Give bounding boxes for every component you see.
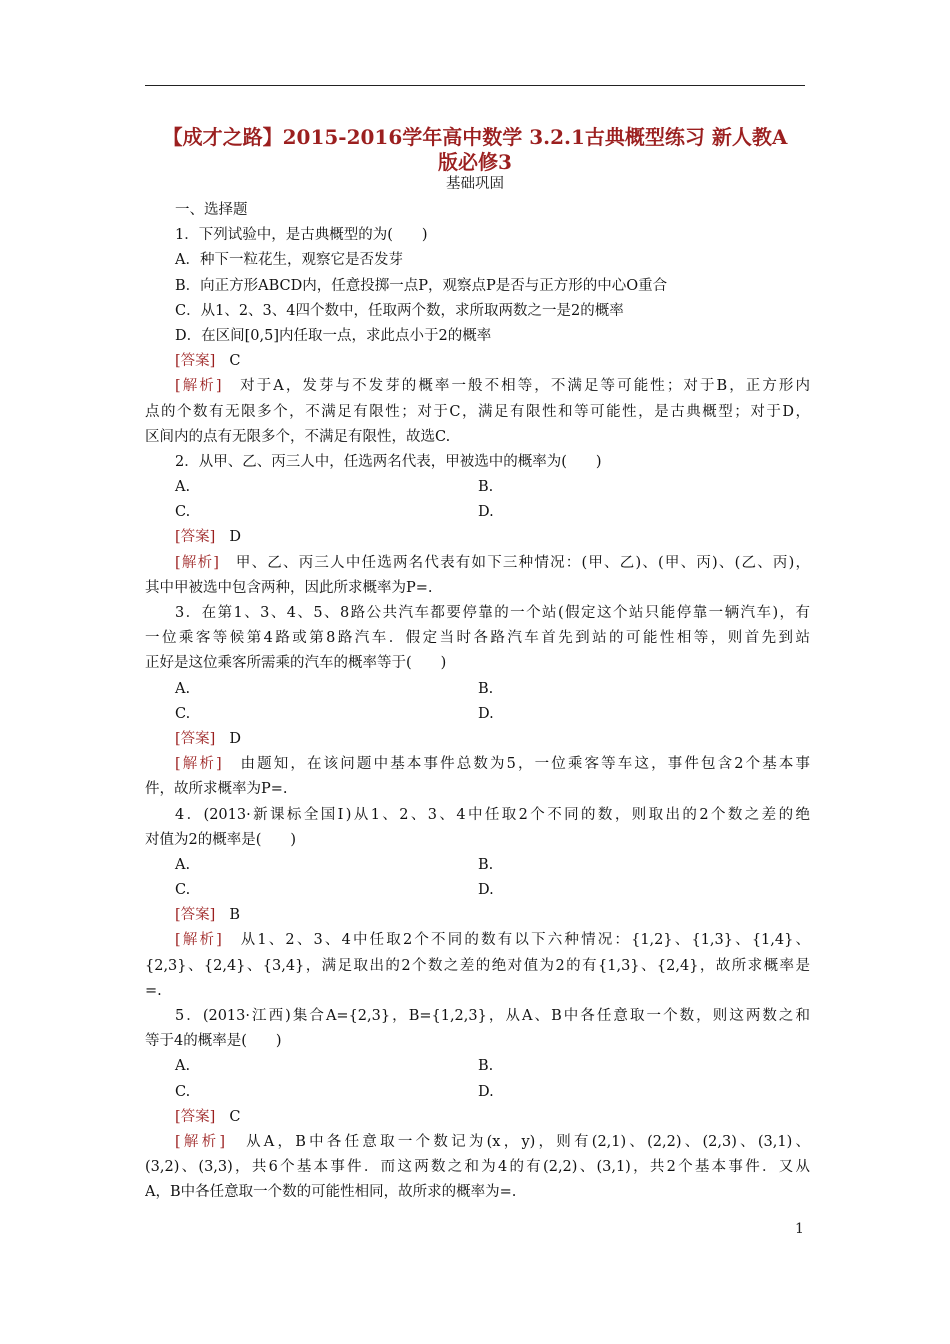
question-4-options-row2 (145, 878, 810, 903)
question-5-answer (145, 1105, 810, 1130)
question-1-answer (145, 349, 810, 374)
question-1-analysis-line3: 区间内的点有无限多个，不满足有限性，故选C. (145, 428, 451, 445)
question-4-options-row1 (145, 853, 810, 878)
question-4-stem-line2: 对值为2的概率是( ) (145, 831, 297, 848)
analysis-text: 从1、2、3、4中任取2个不同的数有以下六种情况：{1,2}、{1,3}、{1,4}、 (240, 932, 810, 949)
answer-value: C (229, 353, 241, 370)
answer-value: D (229, 730, 241, 747)
question-1-option-a: A．种下一粒花生，观察它是否发芽 (175, 252, 403, 269)
option-b: B. (478, 856, 494, 873)
question-2-analysis-line2: 其中甲被选中包含两种，因此所求概率为P=. (145, 579, 433, 596)
question-2-stem: 2．从甲、乙、丙三人中，任选两名代表，甲被选中的概率为( ) (175, 453, 602, 470)
option-a: A. (175, 680, 191, 697)
question-1-option-b: B．向正方形ABCD内，任意投掷一点P，观察点P是否与正方形的中心O重合 (175, 277, 668, 294)
option-a: A. (175, 856, 191, 873)
answer-tag: [答案] (175, 353, 216, 370)
question-3-options-row1 (145, 677, 810, 702)
question-4-answer (145, 903, 810, 928)
question-5-stem-line2: 等于4的概率是( ) (145, 1033, 282, 1050)
question-5-analysis-line2: (3,2)、(3,3)，共6个基本事件．而这两数之和为4的有(2,2)、(3,1)，共2个基本事件．又从 (145, 1159, 810, 1176)
answer-value: D (229, 529, 241, 546)
option-c: C. (175, 705, 191, 722)
answer-tag: [答案] (175, 1108, 216, 1125)
analysis-text: 对于A，发芽与不发芽的概率一般不相等，不满足等可能性；对于B，正方形内 (240, 378, 810, 395)
analysis-tag: [解析] (175, 378, 222, 395)
answer-value: C (229, 1108, 241, 1125)
question-4-analysis-line1 (145, 928, 810, 953)
page-number: 1 (795, 1221, 804, 1237)
option-b: B. (478, 680, 494, 697)
section-subtitle: 基础巩固 (446, 176, 504, 192)
header-rule (145, 85, 805, 86)
question-3-options-row2 (145, 702, 810, 727)
option-c: C. (175, 504, 191, 521)
analysis-text: 由题知，在该问题中基本事件总数为5，一位乘客等车这，事件包含2个基本事 (240, 756, 810, 773)
analysis-text: 从A，B中各任意取一个数记为(x，y)，则有(2,1)、(2,2)、(2,3)、(3,1)、 (246, 1133, 810, 1150)
question-2-analysis-line1 (145, 551, 810, 576)
question-2-options-row2 (145, 500, 810, 525)
option-d: D. (478, 882, 494, 899)
analysis-tag: [解析] (175, 756, 222, 773)
question-2-answer (145, 525, 810, 550)
document-title-line2: 版必修3 (438, 150, 512, 174)
question-3-answer (145, 727, 810, 752)
question-3-analysis-line1 (145, 752, 810, 777)
analysis-text: 甲、乙、丙三人中任选两名代表有如下三种情况：(甲、乙)、(甲、丙)、(乙、丙)， (235, 554, 810, 571)
document-body (145, 198, 810, 1206)
analysis-tag: [解析] (175, 1133, 226, 1150)
answer-tag: [答案] (175, 529, 216, 546)
analysis-tag: [解析] (175, 554, 219, 571)
option-c: C. (175, 1083, 191, 1100)
analysis-tag: [解析] (175, 932, 222, 949)
question-3-stem-line2: 一位乘客等候第4路或第8路汽车．假定当时各路汽车首先到站的可能性相等，则首先到站 (145, 630, 810, 647)
question-3-stem-line1: 3．在第1、3、4、5、8路公共汽车都要停靠的一个站(假定这个站只能停靠一辆汽车)，有 (175, 605, 810, 621)
document-title-line1: 【成才之路】2015-2016学年高中数学 3.2.1古典概型练习 新人教A (162, 125, 788, 149)
option-c: C. (175, 882, 191, 899)
question-5-options-row1 (145, 1054, 810, 1079)
answer-tag: [答案] (175, 730, 216, 747)
question-4-analysis-line3: =. (145, 982, 162, 999)
question-1-option-d: D．在区间[0,5]内任取一点，求此点小于2的概率 (175, 327, 492, 344)
question-5-options-row2 (145, 1080, 810, 1105)
question-5-stem-line1: 5．(2013·江西)集合A={2,3}，B={1,2,3}，从A、B中各任意取一个数，则这两数之和 (175, 1008, 810, 1024)
option-d: D. (478, 504, 494, 521)
question-1-analysis-line2: 点的个数有无限多个，不满足有限性；对于C，满足有限性和等可能性，是古典概型；对于D， (145, 403, 810, 420)
question-1-analysis-line1 (145, 374, 810, 399)
question-4-analysis-line2: {2,3}、{2,4}、{3,4}，满足取出的2个数之差的绝对值为2的有{1,3}、{2,4}，故所求概率是 (145, 957, 810, 974)
question-3-stem-line3: 正好是这位乘客所需乘的汽车的概率等于( ) (145, 655, 447, 672)
option-b: B. (478, 479, 494, 496)
option-b: B. (478, 1058, 494, 1075)
option-d: D. (478, 1083, 494, 1100)
answer-tag: [答案] (175, 907, 216, 924)
question-4-stem-line1: 4．(2013·新课标全国Ⅰ)从1、2、3、4中任取2个不同的数，则取出的2个数之差的绝 (175, 806, 810, 823)
question-1-option-c: C．从1、2、3、4四个数中，任取两个数，求所取两数之一是2的概率 (175, 302, 624, 319)
question-2-options-row1 (145, 475, 810, 500)
answer-value: B (229, 907, 240, 924)
option-a: A. (175, 479, 191, 496)
question-5-analysis-line1 (145, 1130, 810, 1155)
question-1-stem: 1．下列试验中，是古典概型的为( ) (175, 227, 428, 244)
option-a: A. (175, 1058, 191, 1075)
question-3-analysis-line2: 件，故所求概率为P=. (145, 781, 288, 798)
option-d: D. (478, 705, 494, 722)
question-5-analysis-line3: A，B中各任意取一个数的可能性相同，故所求的概率为=. (145, 1184, 517, 1201)
section-heading: 一、选择题 (175, 202, 248, 218)
